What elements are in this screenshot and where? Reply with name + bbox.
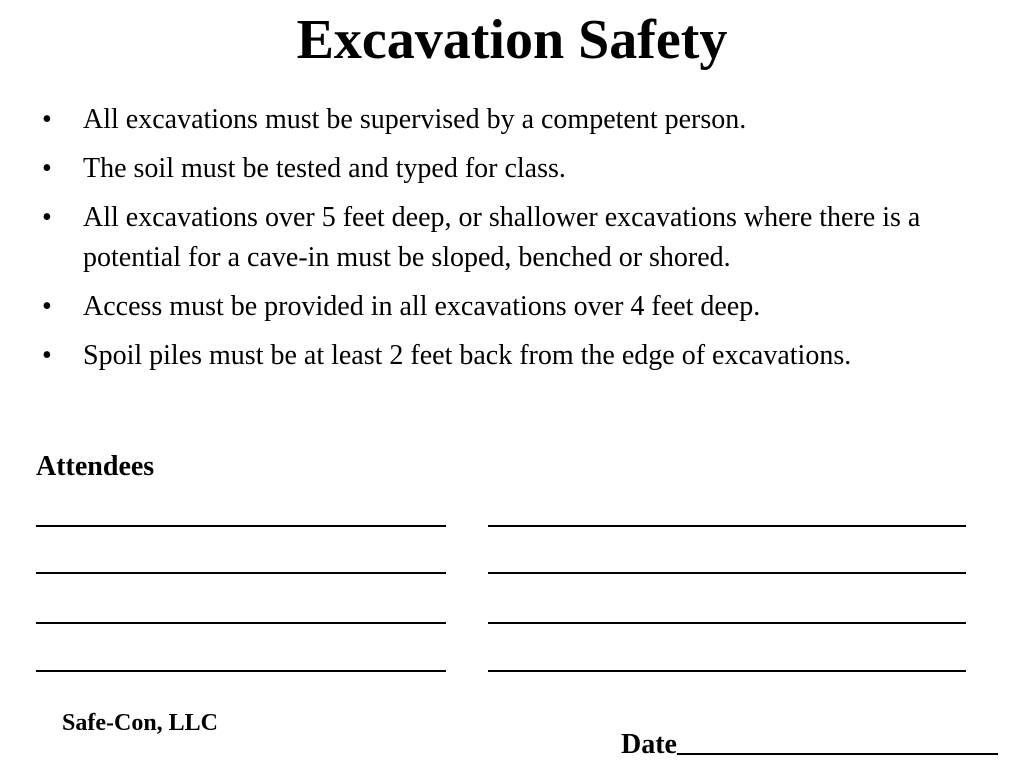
page-title: Excavation Safety (296, 9, 728, 71)
date-field (621, 726, 998, 766)
attendee-signature-line[interactable] (36, 572, 446, 574)
company-name: Safe-Con, LLC (62, 710, 219, 736)
bullet-icon: • (42, 202, 52, 233)
attendee-signature-line[interactable] (488, 525, 966, 527)
attendee-signature-line[interactable] (488, 622, 966, 624)
attendee-signature-line[interactable] (36, 670, 446, 672)
safety-rules-list (36, 100, 986, 385)
list-item (36, 336, 986, 376)
rule-text: All excavations over 5 feet deep, or shallower excavations where there is a potential for a cave-in must be sloped, benched or shored. (83, 202, 921, 273)
bullet-icon: • (42, 291, 52, 322)
attendee-signature-line[interactable] (488, 670, 966, 672)
list-item (36, 149, 986, 189)
date-signature-line[interactable] (677, 753, 998, 755)
list-item (36, 100, 986, 140)
rule-text: The soil must be tested and typed for class. (83, 153, 566, 184)
bullet-icon: • (42, 340, 52, 371)
list-item (36, 198, 986, 278)
list-item (36, 287, 986, 327)
rule-text: All excavations must be supervised by a competent person. (83, 104, 747, 135)
attendee-signature-line[interactable] (488, 572, 966, 574)
attendee-signature-line[interactable] (36, 622, 446, 624)
bullet-icon: • (42, 153, 52, 184)
bullet-icon: • (42, 104, 52, 135)
attendees-heading: Attendees (36, 451, 155, 482)
rule-text: Spoil piles must be at least 2 feet back from the edge of excavations. (83, 340, 852, 371)
date-label: Date (621, 729, 677, 760)
rule-text: Access must be provided in all excavations over 4 feet deep. (83, 291, 761, 322)
attendee-signature-line[interactable] (36, 525, 446, 527)
